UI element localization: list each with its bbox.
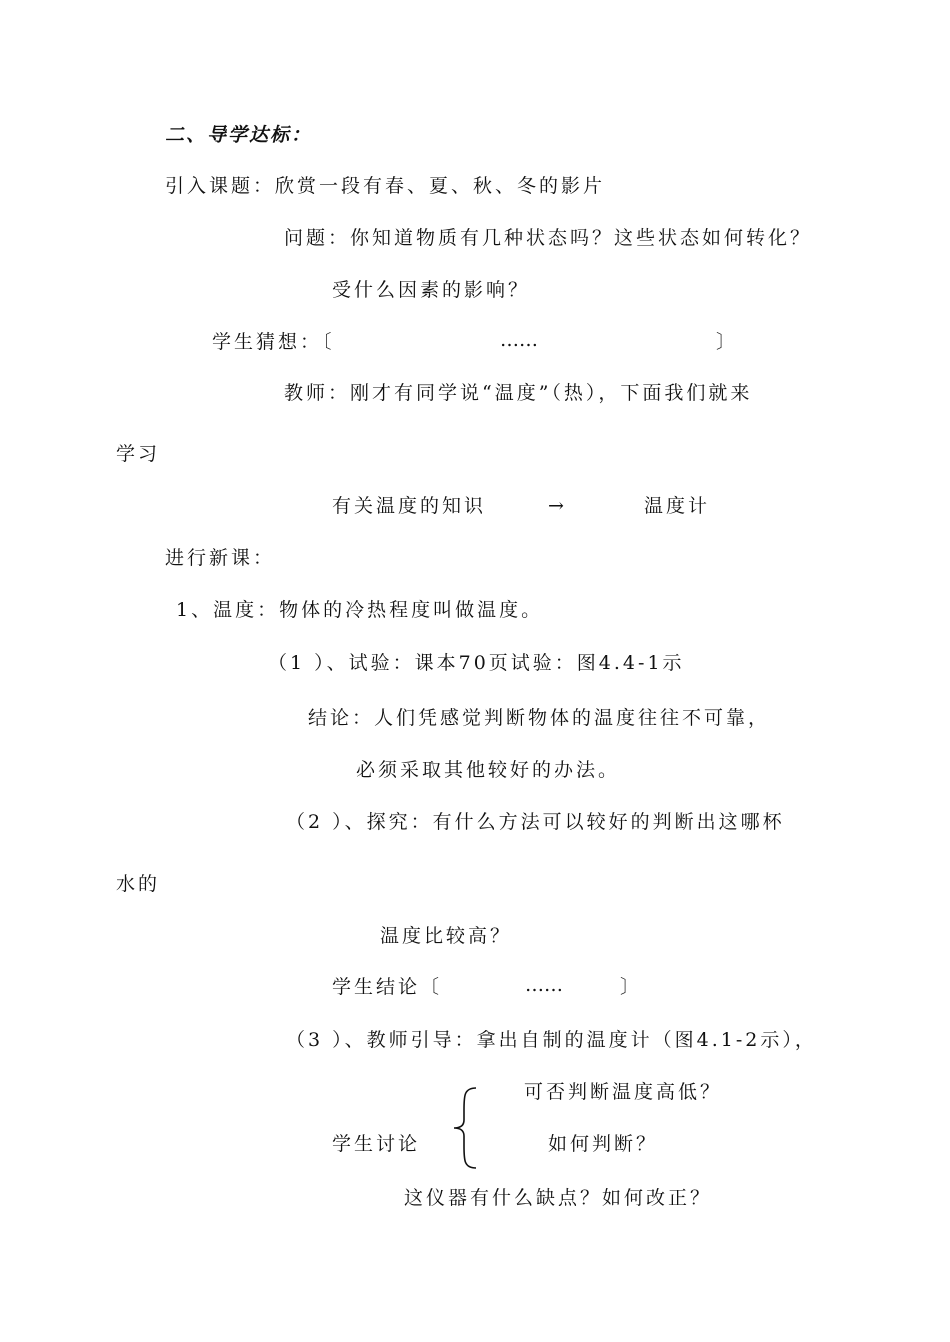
question-line-2: 受什么因素的影响？	[332, 279, 531, 301]
topic-text: 有关温度的知识	[332, 495, 487, 517]
student-conclusion-dots: ……	[525, 974, 563, 996]
temperature-definition: 1、温度：物体的冷热程度叫做温度。	[176, 599, 544, 621]
section-heading: 二、导学达标：	[165, 124, 313, 146]
new-lesson-line: 进行新课：	[165, 547, 276, 569]
brace-icon	[450, 1086, 480, 1170]
discussion-label: 学生讨论	[332, 1133, 421, 1155]
teacher-line-1: 教师：刚才有同学说“温度”（热），下面我们就来	[284, 382, 753, 404]
question-line-1: 问题：你知道物质有几种状态吗？这些状态如何转化？	[284, 227, 813, 249]
explore-line-1: （2 ）、探究：有什么方法可以较好的判断出这哪杯	[286, 811, 785, 833]
guess-label: 学生猜想：〔	[212, 331, 335, 353]
thermometer-text: 温度计	[644, 495, 711, 517]
explore-line-3: 温度比较高？	[380, 925, 513, 947]
student-conclusion-close: 〕	[620, 976, 643, 998]
guess-close: 〕	[716, 331, 739, 353]
intro-line: 引入课题：欣赏一段有春、夏、秋、冬的影片	[165, 175, 606, 197]
conclusion-line-1: 结论：人们凭感觉判断物体的温度往往不可靠，	[308, 707, 771, 729]
explore-line-2: 水的	[116, 873, 161, 895]
conclusion-line-2: 必须采取其他较好的办法。	[356, 759, 621, 781]
guess-dots: ……	[500, 329, 538, 351]
teacher-line-2: 学习	[116, 443, 161, 465]
teacher-guide-line: （3 ）、教师引导：拿出自制的温度计（图4.1-2示），	[286, 1029, 817, 1051]
student-conclusion-label: 学生结论〔	[332, 976, 443, 998]
experiment-line: （1 ）、试验：课本70页试验：图4.4-1示	[268, 652, 685, 674]
discussion-question-3: 这仪器有什么缺点？如何改正？	[404, 1187, 713, 1209]
discussion-question-1: 可否判断温度高低？	[524, 1081, 723, 1103]
arrow-icon: →	[548, 495, 567, 517]
discussion-question-2: 如何判断？	[548, 1133, 659, 1155]
